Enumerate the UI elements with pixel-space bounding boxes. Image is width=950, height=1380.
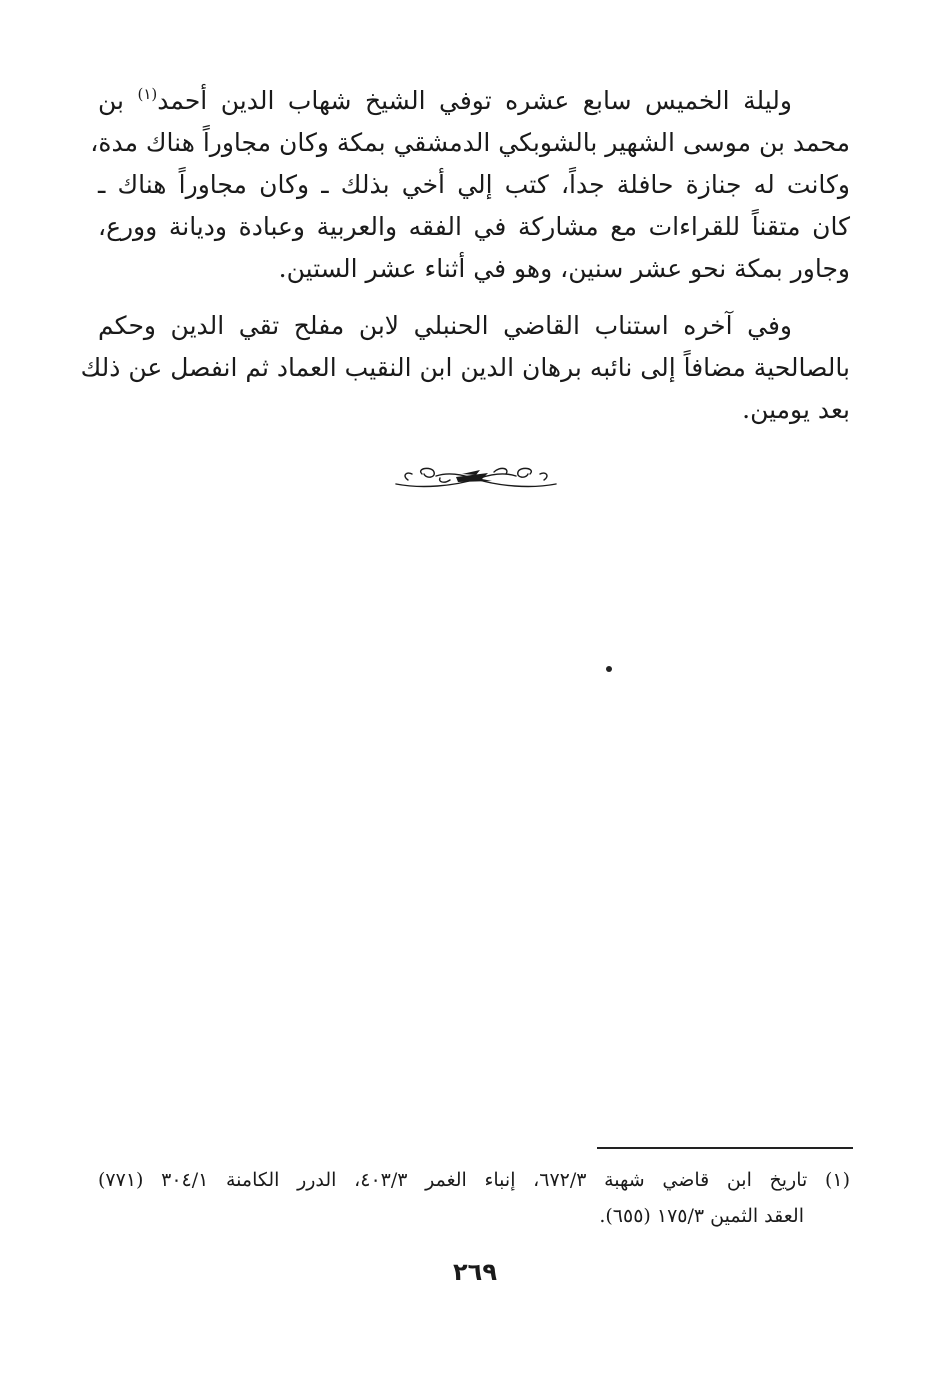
footnote-separator <box>597 1147 853 1149</box>
text-line: بعد يومين. <box>742 395 850 424</box>
text-line: وكانت له جنازة حافلة جداً، كتب إلي أخي بذلك ـ وكان مجاوراً هناك ـ <box>98 170 850 199</box>
footnote-reference[interactable]: (١) <box>137 85 158 103</box>
footnote-line: العقد الثمين ١٧٥/٣ (٦٥٥). <box>599 1205 804 1227</box>
page-number: ٢٦٩ <box>453 1258 497 1286</box>
text-line <box>98 80 850 122</box>
footnote-line: (١) تاريخ ابن قاضي شهبة ٦٧٢/٣، إنباء الغمر ٤٠٣/٣، الدرر الكامنة ٣٠٤/١ (٧٧١) <box>98 1169 851 1191</box>
text-segment: وليلة الخميس سابع عشره توفي الشيخ شهاب الدين أحمد <box>157 86 792 115</box>
text-line: محمد بن موسى الشهير بالشوبكي الدمشقي بمكة وكان مجاوراً هناك مدة، <box>90 128 850 157</box>
text-line: وجاور بمكة نحو عشر سنين، وهو في أثناء عشر الستين. <box>278 254 850 283</box>
section-divider-ornament <box>392 462 560 492</box>
text-line: كان متقناً للقراءات مع مشاركة في الفقه والعربية وعبادة وديانة وورع، <box>98 212 850 241</box>
paragraph-1 <box>90 80 850 290</box>
main-text <box>80 80 850 431</box>
stray-dot-mark <box>606 666 612 672</box>
text-line: بالصالحية مضافاً إلى نائبه برهان الدين ابن النقيب العماد ثم انفصل عن ذلك <box>80 353 850 382</box>
paragraph-2 <box>80 305 850 431</box>
footnotes-section <box>98 1162 850 1234</box>
text-segment: بن <box>98 86 124 115</box>
text-line: وفي آخره استناب القاضي الحنبلي لابن مفلح تقي الدين وحكم <box>98 311 792 340</box>
